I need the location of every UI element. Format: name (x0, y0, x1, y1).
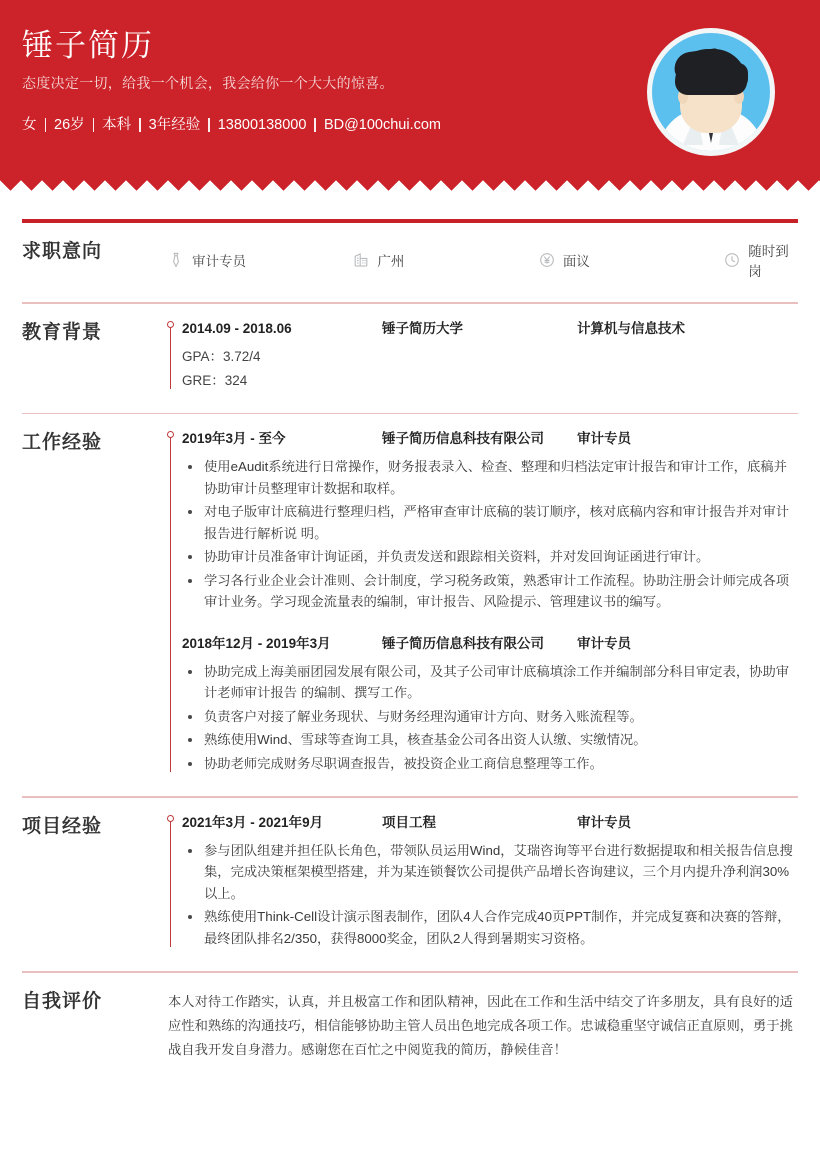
contact-age: 26岁 (54, 117, 85, 133)
education-gpa: GPA：3.72/4 (182, 348, 261, 364)
section-education (22, 304, 798, 415)
contact-separator (93, 118, 95, 132)
project-name: 项目工程 (382, 814, 436, 830)
tie-icon (168, 252, 184, 268)
education-timeline (168, 318, 798, 395)
work-entry-head (182, 428, 798, 449)
header-text-block (22, 26, 582, 135)
contact-separator (208, 118, 210, 132)
intent-city-label: 广州 (377, 254, 405, 269)
contact-line (22, 115, 582, 135)
list-item: 熟练使用Wind、雪球等查询工具，核查基金公司各出资人认缴、实缴情况。 (182, 729, 798, 751)
timeline-line (170, 325, 171, 389)
timeline-marker (167, 431, 174, 438)
list-item: 学习各行业企业会计准则、会计制度，学习税务政策，熟悉审计工作流程。协助注册会计师完成各项审计业务。学习现金流量表的编制，审计报告、风险提示、管理建议书的编写。 (182, 570, 798, 613)
work-entry-head (182, 633, 798, 654)
education-major: 计算机与信息技术 (577, 320, 685, 336)
work-company: 锤子简历信息科技有限公司 (382, 635, 544, 651)
intent-item-availability (724, 240, 798, 280)
education-gre: GRE：324 (182, 372, 248, 388)
section-job-intention (22, 219, 798, 304)
timeline-marker (167, 321, 174, 328)
intent-salary-label: 面议 (562, 254, 590, 269)
section-title-project-experience: 项目经验 (22, 815, 103, 837)
contact-experience: 3年经验 (148, 117, 201, 133)
work-timeline (168, 428, 798, 778)
contact-separator (45, 118, 47, 132)
header-tagline: 态度决定一切，给我一个机会，我会给你一个大大的惊喜。 (22, 75, 394, 91)
intent-item-salary (539, 250, 724, 270)
page-title: 锤子简历 (22, 28, 154, 63)
clock-icon (724, 252, 740, 268)
section-title-education: 教育背景 (22, 321, 103, 343)
list-item: 负责客户对接了解业务现状、与财务经理沟通审计方向、财务入账流程等。 (182, 706, 798, 728)
intent-item-city (353, 250, 538, 270)
work-bullet-list (182, 456, 798, 613)
section-title-self-evaluation: 自我评价 (22, 990, 103, 1012)
work-entry (182, 633, 798, 779)
intent-position-label: 审计专员 (192, 254, 246, 269)
self-evaluation-text: 本人对待工作踏实，认真，并且极富工作和团队精神，因此在工作和生活中结交了许多朋友，具有良好的适应性和熟练的沟通技巧，相信能够协助主管人员出色地完成各项工作。忠诚稳重坚守诚信正直原则，勇于挑战自我开发自身潜力。感谢您在百忙之中阅览我的简历，静候佳音！ (168, 993, 793, 1057)
list-item: 对电子版审计底稿进行整理归档，严格审查审计底稿的装订顺序，核对底稿内容和审计报告并对审计报告进行解析说 明。 (182, 501, 798, 544)
education-entry-head (182, 318, 798, 339)
avatar-hair-side (732, 63, 748, 89)
work-date: 2018年12月 - 2019年3月 (182, 635, 331, 651)
intent-availability-label: 随时到岗 (748, 244, 789, 279)
project-role: 审计专员 (577, 814, 631, 830)
education-date: 2014.09 - 2018.06 (182, 320, 292, 336)
building-icon (353, 252, 369, 268)
contact-separator (314, 118, 316, 132)
section-work-experience (22, 414, 798, 798)
work-role: 审计专员 (577, 431, 631, 446)
avatar-portrait (652, 33, 770, 151)
timeline-line (170, 819, 171, 948)
section-self-evaluation (22, 973, 798, 1062)
list-item: 熟练使用Think-Cell设计演示图表制作，团队4人合作完成40页PPT制作，并完成复赛和决赛的答辩，最终团队排名2/350，获得8000奖金，团队2人得到暑期实习资格。 (182, 906, 798, 949)
resume-header (0, 0, 820, 193)
contact-separator (139, 118, 141, 132)
timeline-marker (167, 815, 174, 822)
yen-circle-icon (539, 252, 555, 268)
project-date: 2021年3月 - 2021年9月 (182, 814, 324, 830)
timeline-line (170, 435, 171, 772)
section-project-experience (22, 798, 798, 973)
contact-gender: 女 (22, 117, 37, 133)
avatar (647, 28, 775, 156)
resume-body (0, 193, 820, 1062)
contact-phone: 13800138000 (217, 117, 307, 133)
list-item: 协助审计员准备审计询证函，并负责发送和跟踪相关资料，并对发回询证函进行审计。 (182, 546, 798, 568)
list-item: 参与团队组建并担任队长角色，带领队员运用Wind，艾瑞咨询等平台进行数据提取和相关报告信息搜集，完成决策框架模型搭建，并为某连锁餐饮公司提供产品增长咨询建议，三个月内提升净利润30%以上。 (182, 840, 798, 905)
job-intention-list (168, 237, 798, 280)
zigzag-edge (0, 179, 820, 193)
work-role: 审计专员 (577, 635, 631, 651)
work-company: 锤子简历信息科技有限公司 (382, 431, 544, 446)
work-date: 2019年3月 - 至今 (182, 431, 286, 446)
education-details (182, 339, 798, 393)
section-title-job-intention: 求职意向 (22, 241, 103, 262)
education-school: 锤子简历大学 (382, 320, 463, 336)
list-item: 协助老师完成财务尽职调查报告，被投资企业工商信息整理等工作。 (182, 753, 798, 775)
project-entry (182, 812, 798, 954)
education-entry (182, 318, 798, 395)
intent-item-position (168, 250, 353, 270)
contact-email: BD@100chui.com (323, 117, 442, 133)
section-title-work-experience: 工作经验 (22, 432, 103, 453)
project-entry-head (182, 812, 798, 833)
contact-education: 本科 (102, 117, 132, 133)
work-entry (182, 428, 798, 617)
work-bullet-list (182, 661, 798, 775)
list-item: 协助完成上海美丽团园发展有限公司，及其子公司审计底稿填涂工作并编制部分科目审定表，协助审计老师审计报告 的编制、撰写工作。 (182, 661, 798, 704)
project-bullet-list (182, 840, 798, 950)
list-item: 使用eAudit系统进行日常操作，财务报表录入、检查、整理和归档法定审计报告和审计工作，底稿并协助审计员整理审计数据和取样。 (182, 456, 798, 499)
project-timeline (168, 812, 798, 954)
